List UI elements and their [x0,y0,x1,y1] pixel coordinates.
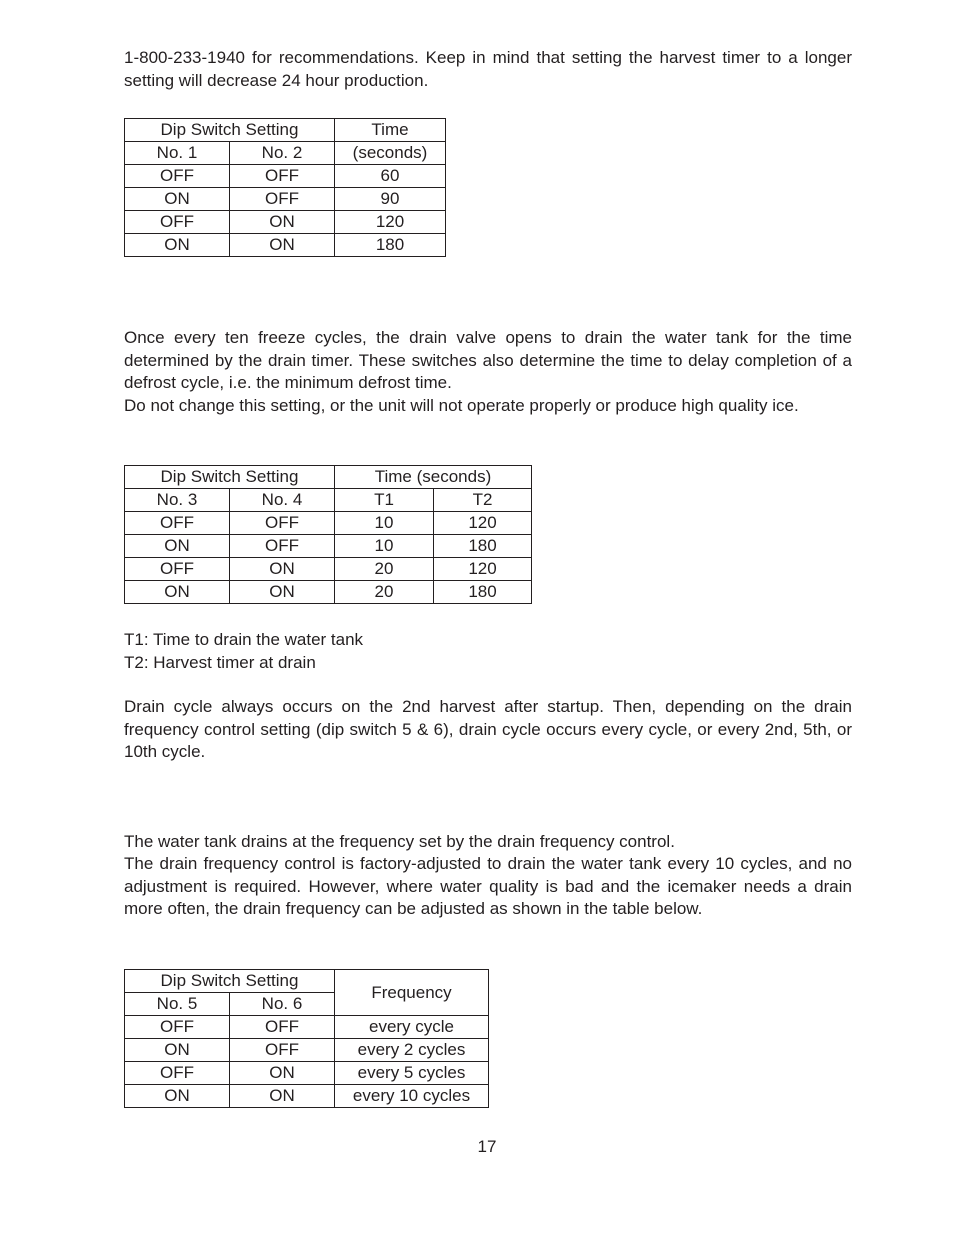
table-row [125,211,446,234]
table-row [125,165,446,188]
table-cell: OFF [230,1016,335,1039]
table-row [125,234,446,257]
table-header-no5: No. 5 [125,993,230,1016]
table-cell: OFF [125,512,230,535]
table-cell: OFF [125,1062,230,1085]
table-header-no1: No. 1 [125,142,230,165]
table-row [125,512,532,535]
table-row [125,1039,489,1062]
table-row [125,581,532,604]
table-cell: OFF [125,165,230,188]
table-cell: ON [125,581,230,604]
table-cell: 180 [434,535,532,558]
table-header-no3: No. 3 [125,489,230,512]
table-row [125,1016,489,1039]
table-cell: ON [230,1062,335,1085]
harvest-timer-table [124,118,446,257]
table-cell: OFF [230,1039,335,1062]
table-cell: ON [230,558,335,581]
drain-paragraph-1: Once every ten freeze cycles, the drain valve opens to drain the water tank for the time determined by the drain timer. These switches also determine the time to delay completion of a defrost cycle, i.e. the minimum defrost time. [124,328,852,392]
table-cell: ON [230,211,335,234]
table-cell: every 10 cycles [335,1085,489,1108]
table-cell: every 5 cycles [335,1062,489,1085]
table-header-dip-switch: Dip Switch Setting [125,466,335,489]
table-cell: ON [230,1085,335,1108]
table-header-frequency: Frequency [335,970,489,1016]
table-cell: 10 [335,535,434,558]
table-cell: 20 [335,581,434,604]
table-cell: ON [230,234,335,257]
table-header-time: Time (seconds) [335,466,532,489]
table-header-seconds: (seconds) [335,142,446,165]
table-cell: OFF [125,1016,230,1039]
table-cell: 90 [335,188,446,211]
freq-paragraph-2: The drain frequency control is factory-adjusted to drain the water tank every 10 cycles, and no adjustment is required. However, where water quality is bad and the icemaker needs a drain more often, the drain frequency can be adjusted as shown in the table below. [124,854,852,918]
table-header-t1: T1 [335,489,434,512]
table-cell: ON [125,188,230,211]
table-cell: 180 [434,581,532,604]
drain-cycle-paragraph: Drain cycle always occurs on the 2nd harvest after startup. Then, depending on the drain frequency control setting (dip switch 5 & 6), drain cycle occurs every cycle, or every 2nd, 5th, or 10th cycle. [124,697,852,761]
drain-frequency-table [124,969,489,1108]
table-cell: OFF [230,535,335,558]
table-cell: OFF [230,512,335,535]
table-cell: 10 [335,512,434,535]
table-header-no2: No. 2 [230,142,335,165]
table-cell: every cycle [335,1016,489,1039]
table-header-dip-switch: Dip Switch Setting [125,970,335,993]
table-cell: ON [125,234,230,257]
table-row [125,1085,489,1108]
drain-timer-table [124,465,532,604]
table-cell: 120 [434,512,532,535]
table-cell: ON [125,535,230,558]
table-cell: ON [125,1085,230,1108]
table-header-no4: No. 4 [230,489,335,512]
note-t1: T1: Time to drain the water tank [124,630,364,649]
table-cell: 120 [335,211,446,234]
table-header-no6: No. 6 [230,993,335,1016]
table-row [125,558,532,581]
table-cell: every 2 cycles [335,1039,489,1062]
table-row [125,1062,489,1085]
table-row [125,188,446,211]
note-t2: T2: Harvest timer at drain [124,653,316,672]
table-cell: OFF [230,165,335,188]
table-header-dip-switch: Dip Switch Setting [125,119,335,142]
table-cell: 20 [335,558,434,581]
table-cell: 60 [335,165,446,188]
freq-paragraph-1: The water tank drains at the frequency set by the drain frequency control. [124,832,675,851]
intro-paragraph: 1-800-233-1940 for recommendations. Keep in mind that setting the harvest timer to a longer setting will decrease 24 hour production. [124,48,852,90]
table-cell: 180 [335,234,446,257]
table-cell: 120 [434,558,532,581]
table-cell: ON [230,581,335,604]
page-number: 17 [477,1137,497,1156]
table-cell: OFF [125,211,230,234]
table-row [125,535,532,558]
table-header-t2: T2 [434,489,532,512]
table-cell: OFF [230,188,335,211]
table-header-time: Time [335,119,446,142]
table-cell: ON [125,1039,230,1062]
drain-paragraph-2: Do not change this setting, or the unit will not operate properly or produce high quality ice. [124,396,799,415]
table-cell: OFF [125,558,230,581]
